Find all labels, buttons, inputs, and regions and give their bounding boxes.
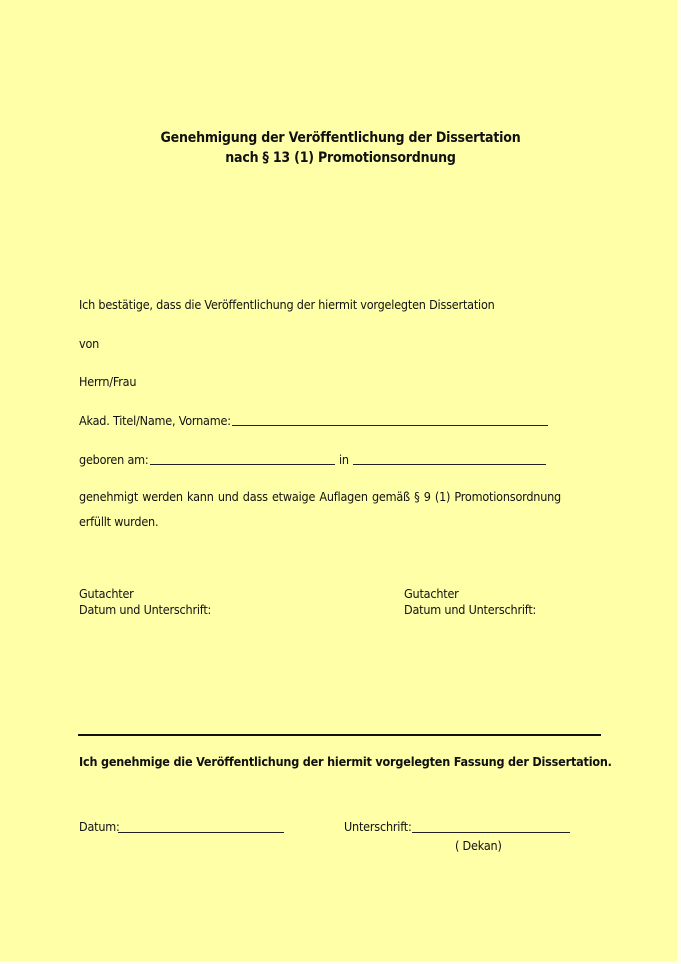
document-title-line-2: nach § 13 (1) Promotionsordnung bbox=[225, 150, 456, 166]
dean-label: ( Dekan) bbox=[455, 838, 502, 853]
dean-signature-field-line[interactable] bbox=[412, 832, 570, 833]
approval-text-line-2: erfüllt wurden. bbox=[79, 514, 159, 529]
reviewer-2-role: Gutachter bbox=[404, 586, 459, 601]
von-label: von bbox=[79, 336, 100, 351]
reviewer-2-date-signature-label: Datum und Unterschrift: bbox=[404, 602, 537, 617]
section-divider bbox=[78, 734, 601, 736]
confirm-text: Ich bestätige, dass die Veröffentlichung der hiermit vorgelegten Dissertation bbox=[79, 297, 495, 312]
born-label: geboren am: bbox=[79, 452, 149, 467]
birth-date-field-line[interactable] bbox=[150, 464, 335, 465]
reviewer-1-date-signature-label: Datum und Unterschrift: bbox=[79, 602, 212, 617]
approval-text-line-1: genehmigt werden kann und dass etwaige Auflagen gemäß § 9 (1) Promotionsordnung bbox=[79, 489, 561, 504]
name-field-line[interactable] bbox=[232, 425, 548, 426]
birthplace-in-label: in bbox=[339, 452, 349, 467]
dean-date-label: Datum: bbox=[79, 819, 120, 834]
dean-approval-statement: Ich genehmige die Veröffentlichung der hiermit vorgelegten Fassung der Dissertation. bbox=[79, 754, 612, 769]
dean-signature-label: Unterschrift: bbox=[344, 819, 412, 834]
birthplace-field-line[interactable] bbox=[353, 464, 546, 465]
document-title-line-1: Genehmigung der Veröffentlichung der Dissertation bbox=[160, 130, 521, 146]
reviewer-1-role: Gutachter bbox=[79, 586, 134, 601]
salutation-label: Herrn/Frau bbox=[79, 374, 137, 389]
dean-date-field-line[interactable] bbox=[118, 832, 284, 833]
name-label: Akad. Titel/Name, Vorname: bbox=[79, 413, 231, 428]
